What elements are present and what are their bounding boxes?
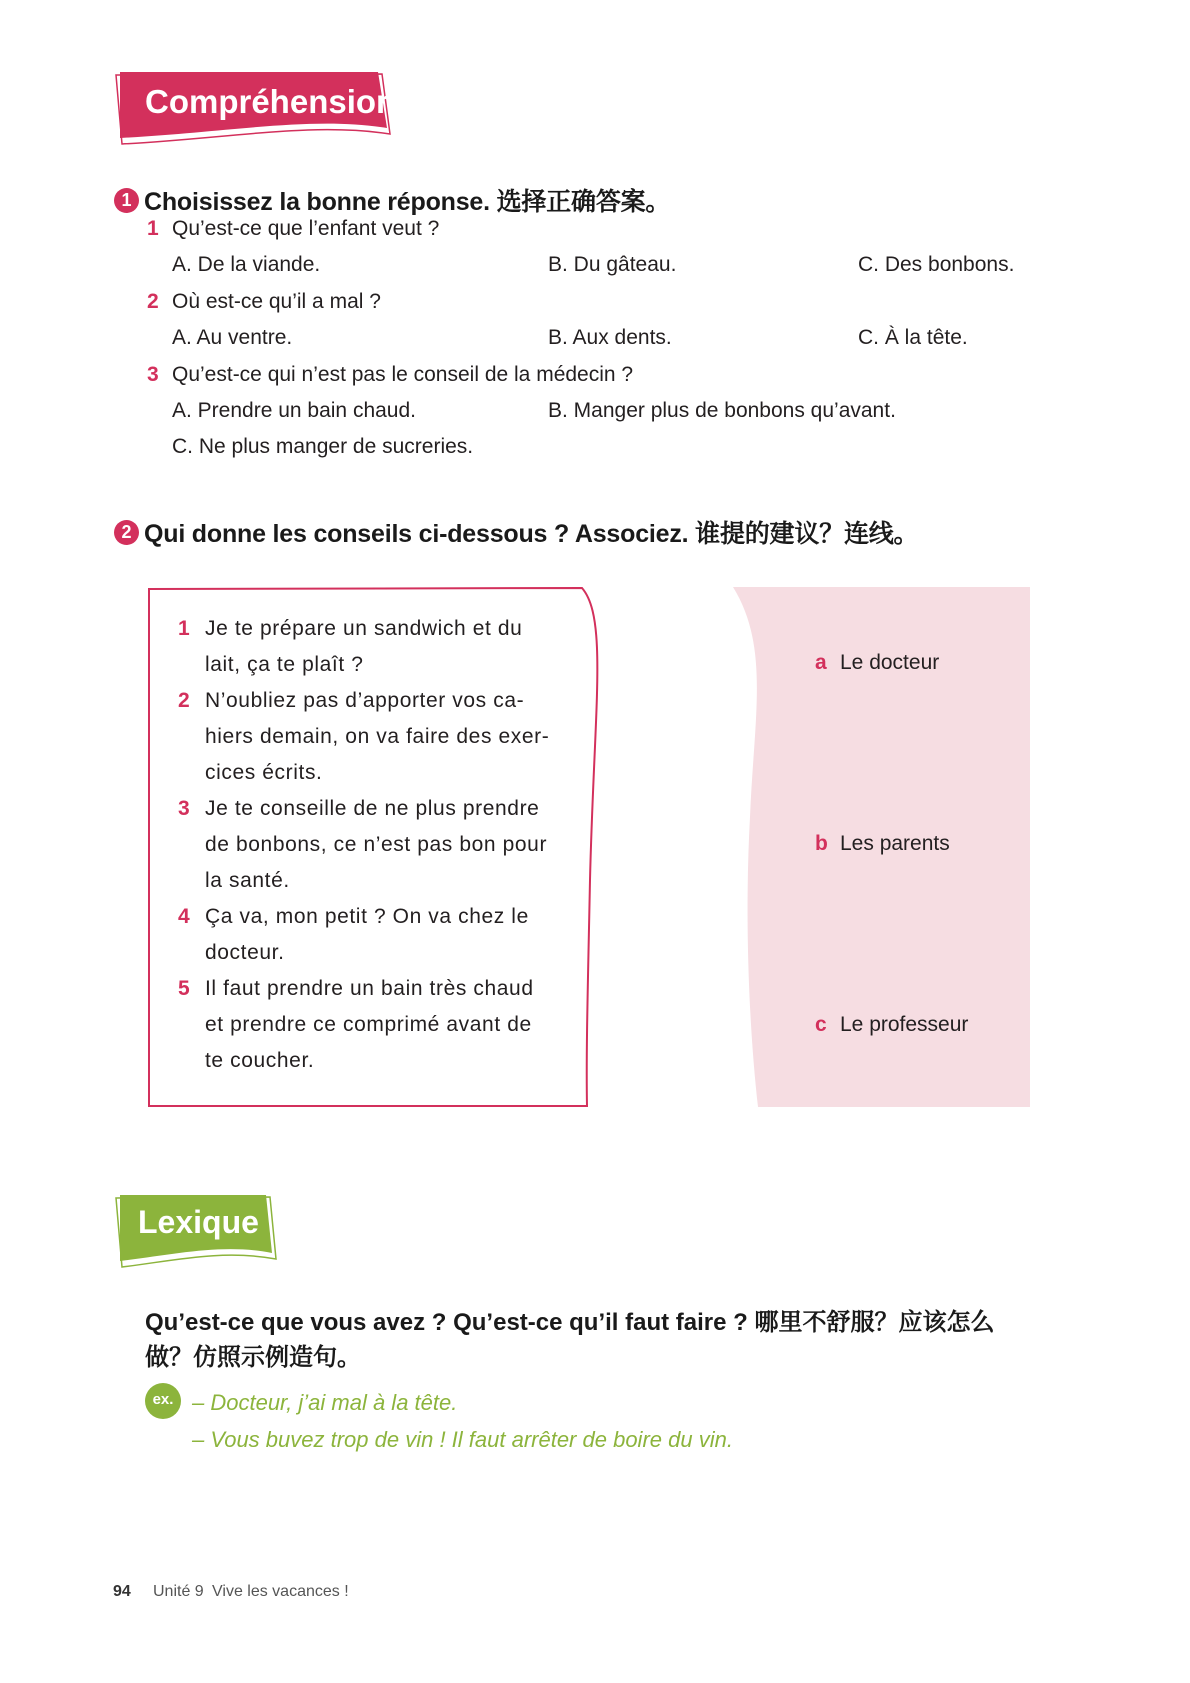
sentence3-number: 3 — [178, 797, 190, 820]
question2-text: Où est-ce qu’il a mal ? — [172, 290, 381, 313]
sentence2-line1: N’oubliez pas d’apporter vos ca- — [205, 689, 525, 712]
exercise1-heading — [114, 182, 670, 218]
comprehension-banner — [112, 70, 402, 150]
sentence4-line1: Ça va, mon petit ? On va chez le — [205, 905, 529, 928]
question2-option-c: C. À la tête. — [858, 326, 968, 349]
example-line1: – Docteur, j’ai mal à la tête. — [192, 1390, 458, 1415]
question1-option-a: A. De la viande. — [172, 253, 321, 276]
example-badge: ex. — [145, 1383, 181, 1419]
question2-option-b: B. Aux dents. — [548, 326, 672, 349]
answer-a-text: Le docteur — [840, 651, 940, 674]
question3-option-a: A. Prendre un bain chaud. — [172, 399, 417, 422]
question3-option-b: B. Manger plus de bonbons qu’avant. — [548, 399, 896, 422]
answer-b-letter: b — [815, 832, 828, 855]
sentence5-number: 5 — [178, 977, 190, 1000]
unit-title: Vive les vacances ! — [212, 1583, 349, 1600]
exercise2-heading — [114, 514, 918, 550]
answer-a-letter: a — [815, 651, 827, 674]
sentence1-line2: lait, ça te plaît ? — [205, 653, 364, 676]
answer-c-text: Le professeur — [840, 1013, 969, 1036]
example-line2: – Vous buvez trop de vin ! Il faut arrêter de boire du vin. — [192, 1427, 733, 1452]
question1-option-b: B. Du gâteau. — [548, 253, 677, 276]
question3-text: Qu’est-ce qui n’est pas le conseil de la médecin ? — [172, 363, 634, 386]
sentence2-line3: cices écrits. — [205, 761, 323, 784]
sentence4-line2: docteur. — [205, 941, 285, 964]
exercise2-title: Qui donne les conseils ci-dessous ? Associez. 谁提的建议？连线。 — [144, 520, 919, 548]
sentence2-line2: hiers demain, on va faire des exer- — [205, 725, 550, 748]
sentence5-line1: Il faut prendre un bain très chaud — [205, 977, 534, 1000]
page-number: 94 — [113, 1583, 131, 1600]
sentence1-number: 1 — [178, 617, 190, 640]
question1-option-c: C. Des bonbons. — [858, 253, 1015, 276]
answer-b-text: Les parents — [840, 832, 950, 855]
sentence2-number: 2 — [178, 689, 190, 712]
lexique-title: Lexique — [138, 1204, 259, 1240]
sentence5-line3: te coucher. — [205, 1049, 315, 1072]
question1-number: 1 — [147, 217, 159, 240]
comprehension-title: Compréhension — [145, 83, 397, 120]
question3-option-c: C. Ne plus manger de sucreries. — [172, 435, 474, 458]
lexique-banner — [112, 1193, 282, 1273]
answer-c-letter: c — [815, 1013, 827, 1036]
question2-option-a: A. Au ventre. — [172, 326, 293, 349]
question3-number: 3 — [147, 363, 159, 386]
sentence3-line2: de bonbons, ce n’est pas bon pour — [205, 833, 548, 856]
sentence3-line3: la santé. — [205, 869, 290, 892]
lexique-question-line2: 做？仿照示例造句。 — [145, 1344, 361, 1371]
lexique-question-line1: Qu’est-ce que vous avez ? Qu’est-ce qu’il faut faire ? 哪里不舒服？应该怎么 — [145, 1309, 995, 1336]
sentence5-line2: et prendre ce comprimé avant de — [205, 1013, 532, 1036]
sentence1-line1: Je te prépare un sandwich et du — [205, 617, 523, 640]
question2-number: 2 — [147, 290, 159, 313]
sentence4-number: 4 — [178, 905, 190, 928]
exercise2-number: 2 — [114, 520, 139, 545]
question1-text: Qu’est-ce que l’enfant veut ? — [172, 217, 440, 240]
exercise1-title: Choisissez la bonne réponse. 选择正确答案。 — [144, 188, 671, 216]
exercise1-number: 1 — [114, 188, 139, 213]
unit-label: Unité 9 — [153, 1583, 204, 1600]
sentence3-line1: Je te conseille de ne plus prendre — [205, 797, 540, 820]
